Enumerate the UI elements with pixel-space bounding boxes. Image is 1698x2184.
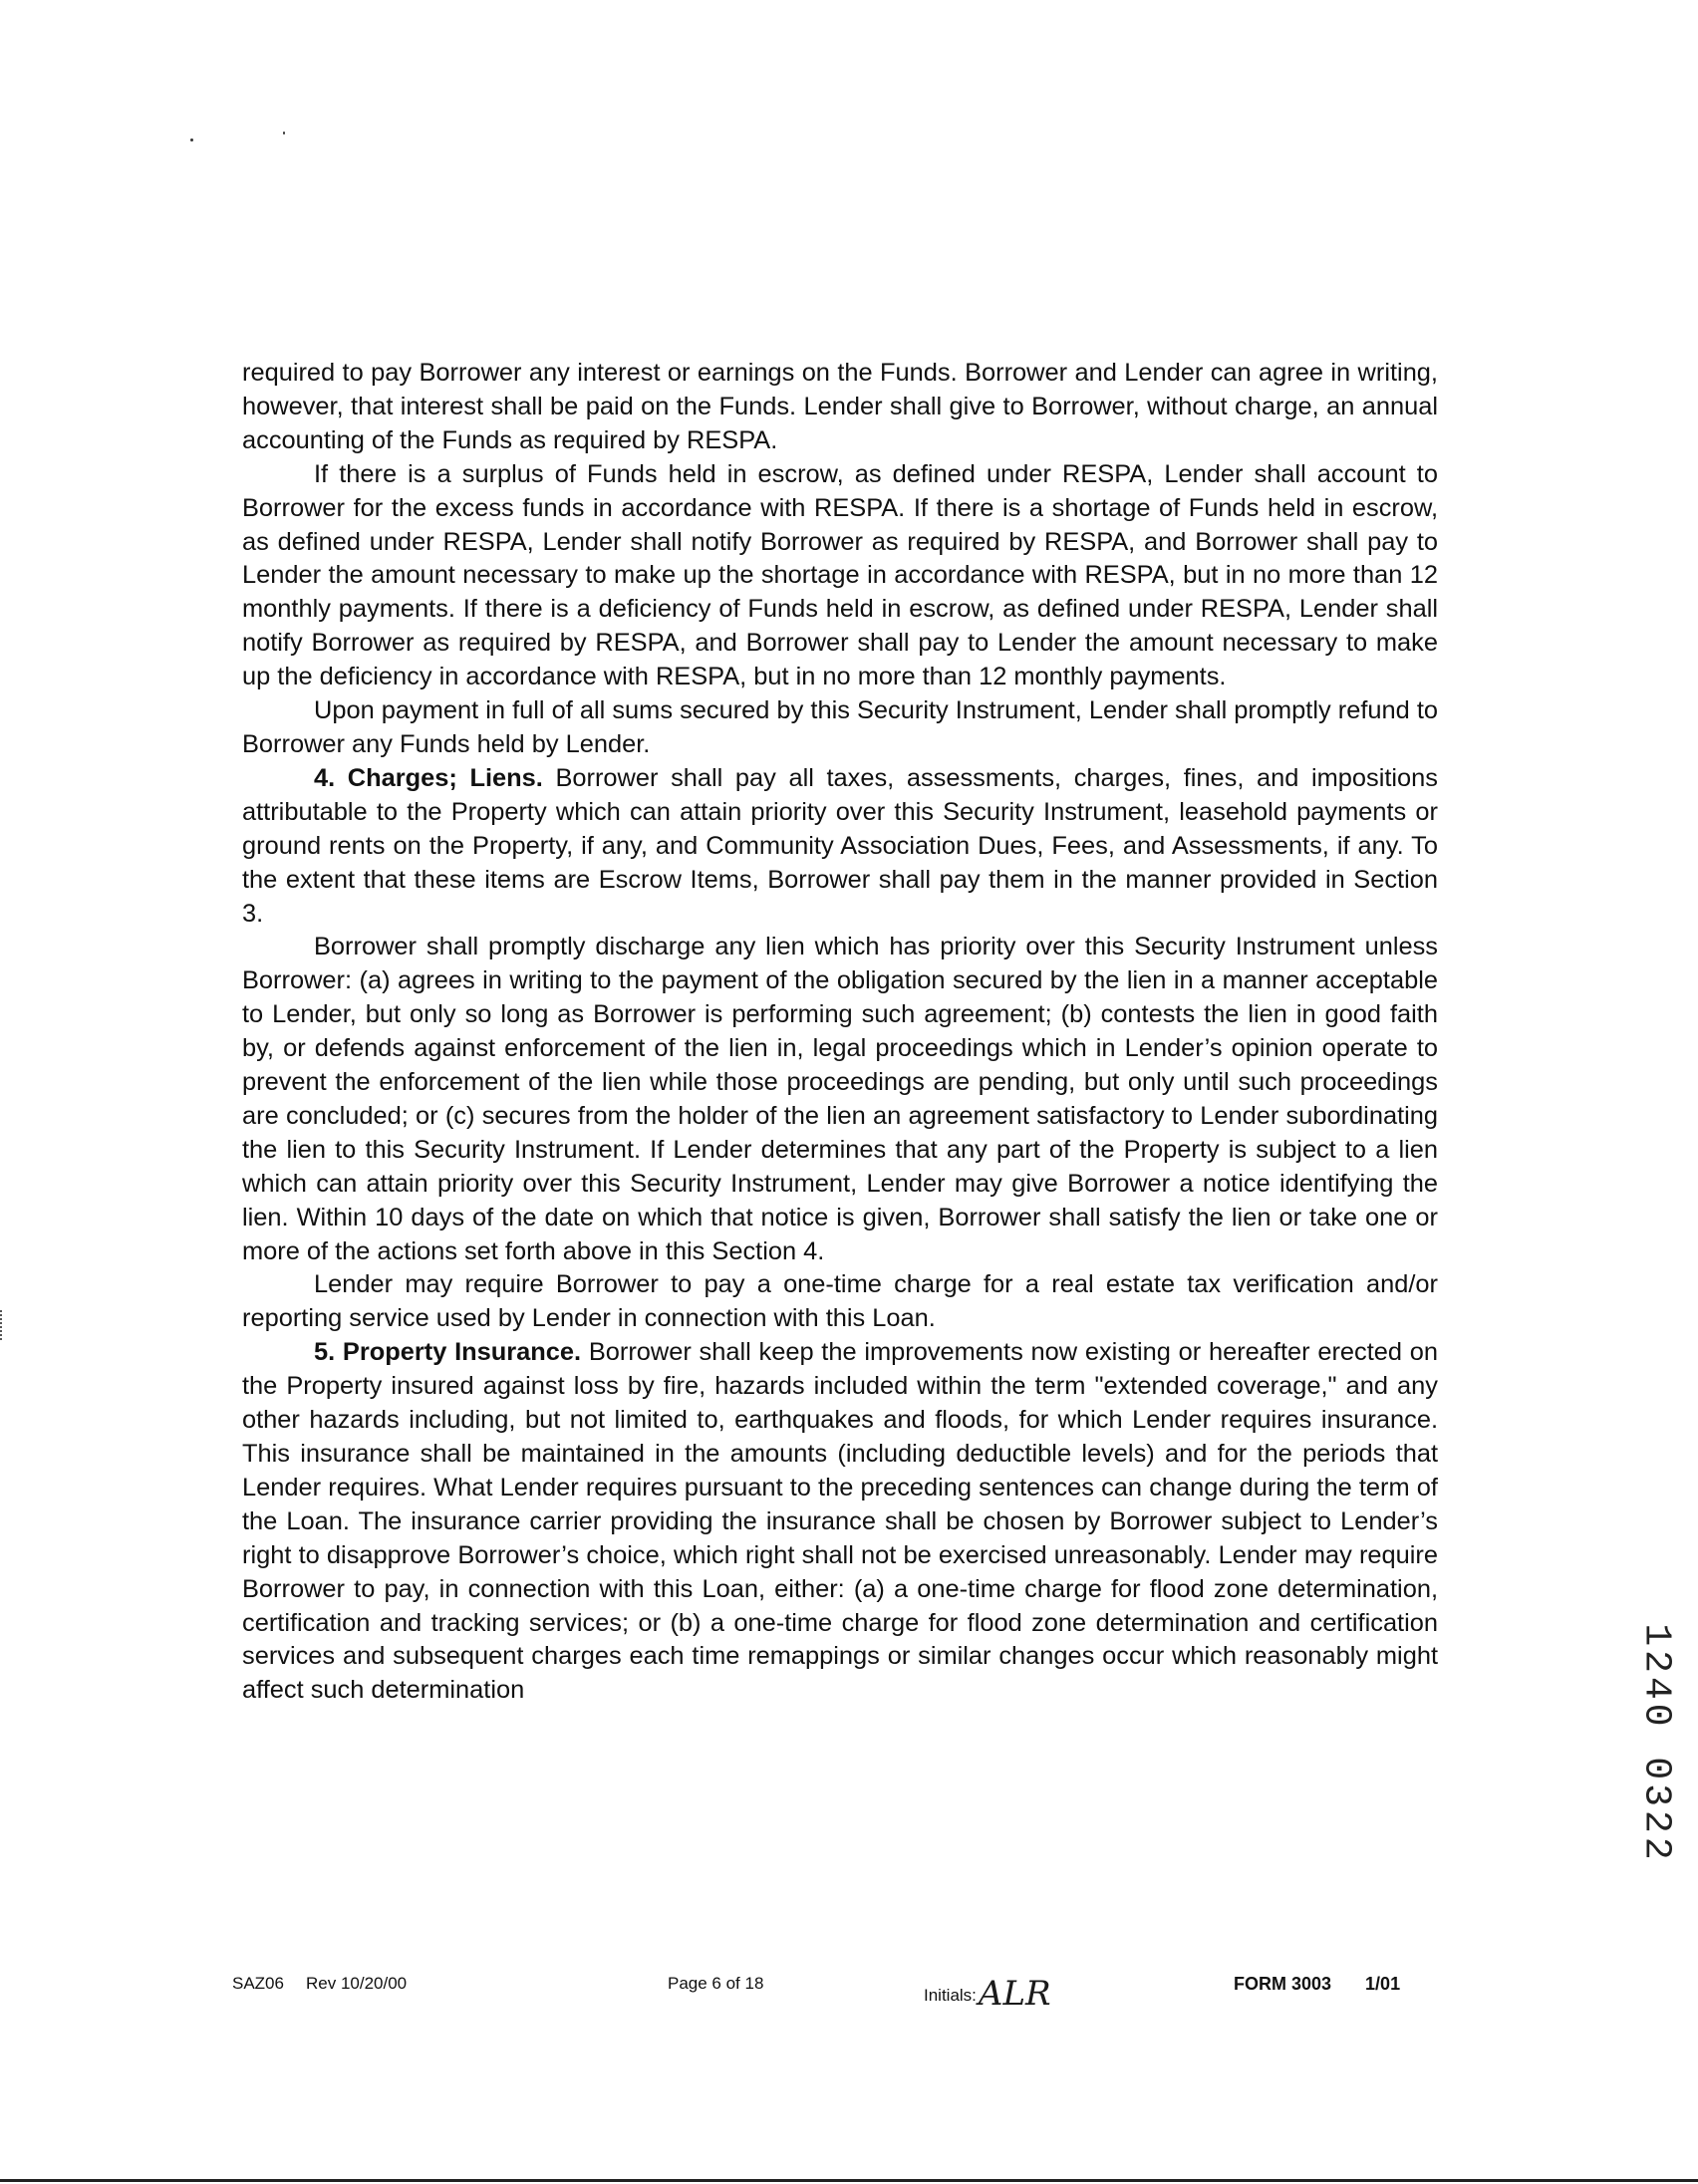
form-version: 1/01 [1365, 1974, 1401, 1994]
initials-field [924, 1973, 1051, 2014]
section-4-text: Borrower shall pay all taxes, assessments, charges, fines, and impositions attributable to the Property which can attain priority over this Security Instrument, leasehold payments or ground rents on the Property, if any, and Community Association Dues, Fees, and Assessments, if any. To the extent that these items are Escrow Items, Borrower shall pay them in the manner provided in Section 3. [242, 763, 1438, 928]
document-body [242, 357, 1438, 1708]
section-5-text: Borrower shall keep the improvements now existing or hereafter erected on the Property insured against loss by fire, hazards included within the term "extended coverage," and any other hazards including, but not limited to, earthquakes and floods, for which Lender requires insurance. This insurance shall be maintained in the amounts (including deductible levels) and for the periods that Lender requires. What Lender requires pursuant to the preceding sentences can change during the term of the Loan. The insurance carrier providing the insurance shall be chosen by Borrower subject to Lender’s right to disapprove Borrower’s choice, which right shall not be exercised unreasonably. Lender may require Borrower to pay, in connection with this Loan, either: (a) a one-time charge for flood zone determination, certification and tracking services; or (b) a one-time charge for flood zone determination and certification services and subsequent charges each time remappings or similar changes occur which reasonably might affect such determination [242, 1338, 1439, 1705]
scan-edge-mark [0, 1310, 6, 1340]
initials-signature: ALR [978, 1974, 1051, 2014]
revision-date: Rev 10/20/00 [305, 1974, 408, 1993]
section-4-heading: 4. Charges; Liens. [314, 763, 543, 792]
paragraph-escrow-surplus: If there is a surplus of Funds held in escrow, as defined under RESPA, Lender shall account to Borrower for the excess funds in accordance with RESPA. If there is a shortage of Funds held in escrow, as defined under RESPA, Lender shall notify Borrower as required by RESPA, and Borrower shall pay to Lender the amount necessary to make up the shortage in accordance with RESPA, but in no more than 12 monthly payments. If there is a deficiency of Funds held in escrow, as defined under RESPA, Lender shall notify Borrower as required by RESPA, and Borrower shall pay to Lender the amount necessary to make up the deficiency in accordance with RESPA, but in no more than 12 monthly payments. [242, 459, 1438, 691]
scan-bottom-border [0, 2179, 1698, 2182]
side-document-id [1636, 1604, 1676, 1883]
section-4-charges-liens [242, 762, 1438, 932]
paragraph-escrow-interest: required to pay Borrower any interest or earnings on the Funds. Borrower and Lender can agree in writing, however, that interest shall be paid on the Funds. Lender shall give to Borrower, without charge, an annual accounting of the Funds as required by RESPA. [242, 359, 1438, 454]
paragraph-lien-discharge: Borrower shall promptly discharge any lien which has priority over this Security Instrument unless Borrower: (a) agrees in writing to the payment of the obligation secured by the lien in a manner acceptable to Lender, but only so long as Borrower is performing such agreement; (b) contests the lien in good faith by, or defends against enforcement of the lien in, legal proceedings which in Lender’s opinion operate to prevent the enforcement of the lien while those proceedings are pending, but only until such proceedings are concluded; or (c) secures from the holder of the lien an agreement satisfactory to Lender subordinating the lien to this Security Instrument. If Lender determines that any part of the Property is subject to a lien which can attain priority over this Security Instrument, Lender may give Borrower a notice identifying the lien. Within 10 days of the date on which that notice is given, Borrower shall satisfy the lien or take one or more of the actions set forth above in this Section 4. [242, 933, 1438, 1265]
scan-speck [283, 132, 285, 135]
form-number-label: FORM 3003 [1234, 1974, 1332, 1994]
initials-label: Initials: [924, 1986, 977, 2005]
section-5-property-insurance [242, 1336, 1438, 1708]
scan-speck [190, 138, 193, 141]
paragraph-tax-verification: Lender may require Borrower to pay a one-time charge for a real estate tax verification and/or reporting service used by Lender in connection with this Loan. [242, 1270, 1438, 1333]
paragraph-refund: Upon payment in full of all sums secured by this Security Instrument, Lender shall promptly refund to Borrower any Funds held by Lender. [242, 696, 1438, 758]
form-number [1234, 1973, 1400, 1995]
section-5-heading: 5. Property Insurance. [314, 1338, 582, 1367]
page-number: Page 6 of 18 [668, 1974, 764, 1993]
side-document-id-text: 1240 0322 [1634, 1623, 1678, 1864]
form-code: SAZ06 [232, 1974, 284, 1993]
footer-form-code [232, 1973, 407, 1995]
